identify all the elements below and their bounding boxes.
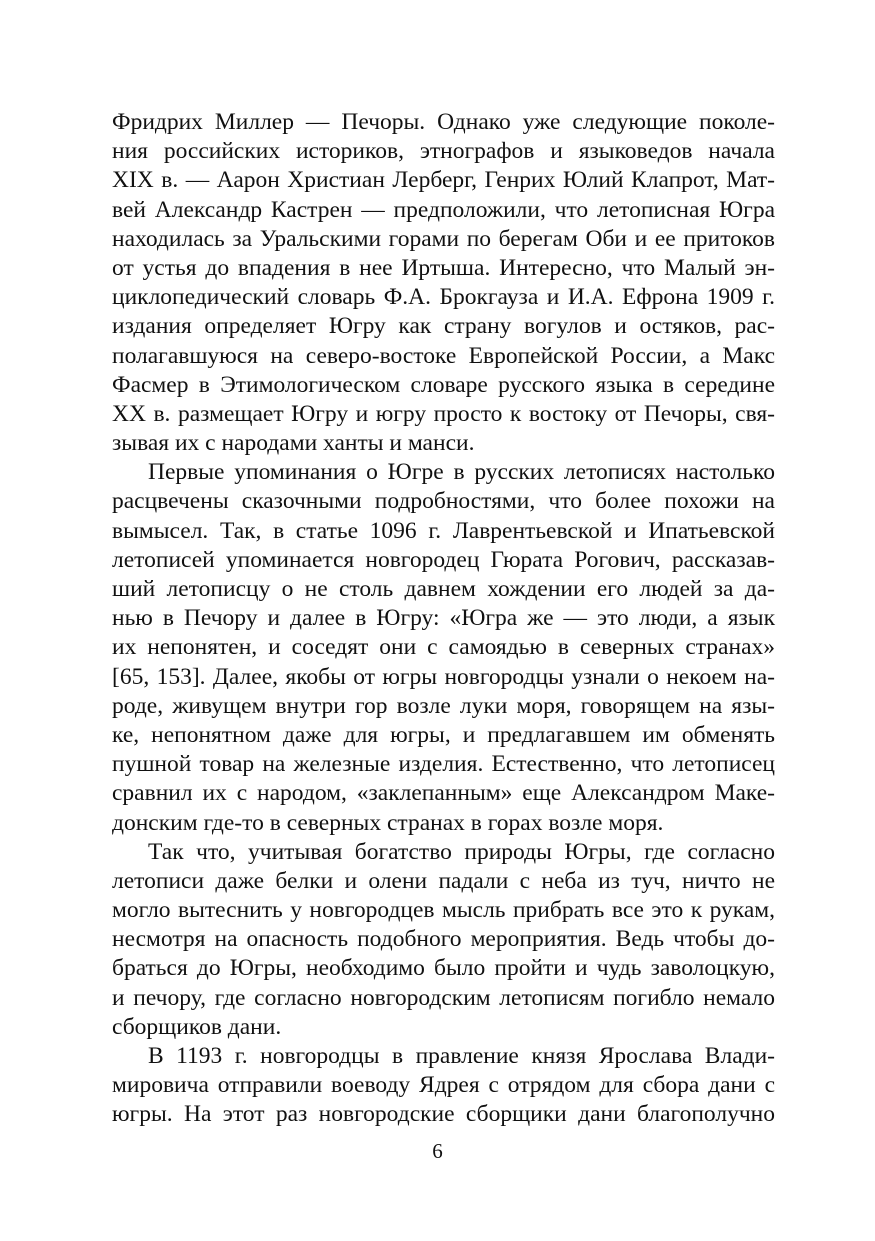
text-line: донским где-то в северных странах в горах возле моря. <box>112 809 664 836</box>
paragraph-4 <box>112 1042 775 1130</box>
paragraph-3 <box>112 838 775 1042</box>
text-line: браться до Югры, необходимо было пройти и чудь заволоцкую, <box>112 955 775 982</box>
text-line: сравнил их с народом, «заклепанным» еще Александром Маке- <box>112 780 775 807</box>
text-line: зывая их с народами ханты и манси. <box>112 430 475 457</box>
text-line: расцвечены сказочными подробностями, что более похожи на <box>112 488 775 515</box>
text-line: пушной товар на железные изделия. Естественно, что летописец <box>112 751 775 778</box>
text-line: летописей упоминается новгородец Гюрата Рогович, рассказав- <box>112 546 775 573</box>
page-body <box>112 108 775 1130</box>
text-line: мировича отправили воеводу Ядрея с отрядом для сбора дани с <box>112 1072 775 1099</box>
text-line: Фасмер в Этимологическом словаре русского языка в середине <box>112 371 775 398</box>
text-line: от устья до впадения в нее Иртыша. Интересно, что Малый эн- <box>112 254 775 281</box>
text-line: издания определяет Югру как страну вогулов и остяков, рас- <box>112 313 775 340</box>
text-line: ния российских историков, этнографов и языковедов начала <box>112 138 775 165</box>
text-line: XX в. размещает Югру и югру просто к востоку от Печоры, свя- <box>112 400 775 427</box>
text-line: XIX в. — Аарон Христиан Лерберг, Генрих Юлий Клапрот, Мат- <box>112 167 775 194</box>
text-line: ший летописцу о не столь давнем хождении его людей за да- <box>112 576 775 602</box>
text-line: нью в Печору и далее в Югру: «Югра же — это люди, а язык <box>112 605 775 632</box>
text-line: циклопедический словарь Ф.А. Брокгауза и И.А. Ефрона 1909 г. <box>112 284 775 311</box>
page-number: 6 <box>432 1139 443 1163</box>
text-line: ке, непонятном даже для югры, и предлагавшем им обменять <box>112 721 775 748</box>
text-line: Так что, учитывая богатство природы Югры, где согласно <box>148 838 775 865</box>
text-line: находилась за Уральскими горами по берегам Оби и ее притоков <box>112 225 775 252</box>
text-line: роде, живущем внутри гор возле луки моря, говорящем на язы- <box>112 692 775 719</box>
text-line: их непонятен, и соседят они с самоядью в северных странах» <box>112 634 775 661</box>
text-line: могло вытеснить у новгородцев мысль прибрать все это к рукам, <box>112 897 775 924</box>
text-line: и печору, где согласно новгородским летописям погибло немало <box>112 984 775 1011</box>
text-line: полагавшуюся на северо-востоке Европейской России, а Макс <box>112 342 775 369</box>
text-line: несмотря на опасность подобного мероприятия. Ведь чтобы до- <box>112 926 775 953</box>
text-line: сборщиков дани. <box>112 1013 282 1040</box>
paragraph-2 <box>112 458 775 837</box>
text-line: вымысел. Так, в статье 1096 г. Лаврентьевской и Ипатьевской <box>112 517 775 544</box>
text-line: [65, 153]. Далее, якобы от югры новгородцы узнали о некоем на- <box>112 663 775 690</box>
text-line: Фридрих Миллер — Печоры. Однако уже следующие поколе- <box>112 109 775 135</box>
text-line: югры. На этот раз новгородские сборщики дани благополучно <box>112 1101 775 1128</box>
text-line: Первые упоминания о Югре в русских летописях настолько <box>148 459 775 486</box>
text-line: летописи даже белки и олени падали с неба из туч, ничто не <box>112 867 775 894</box>
paragraph-1 <box>112 108 775 458</box>
text-line: В 1193 г. новгородцы в правление князя Ярослава Влади- <box>148 1043 775 1069</box>
text-line: вей Александр Кастрен — предположили, что летописная Югра <box>112 196 775 223</box>
